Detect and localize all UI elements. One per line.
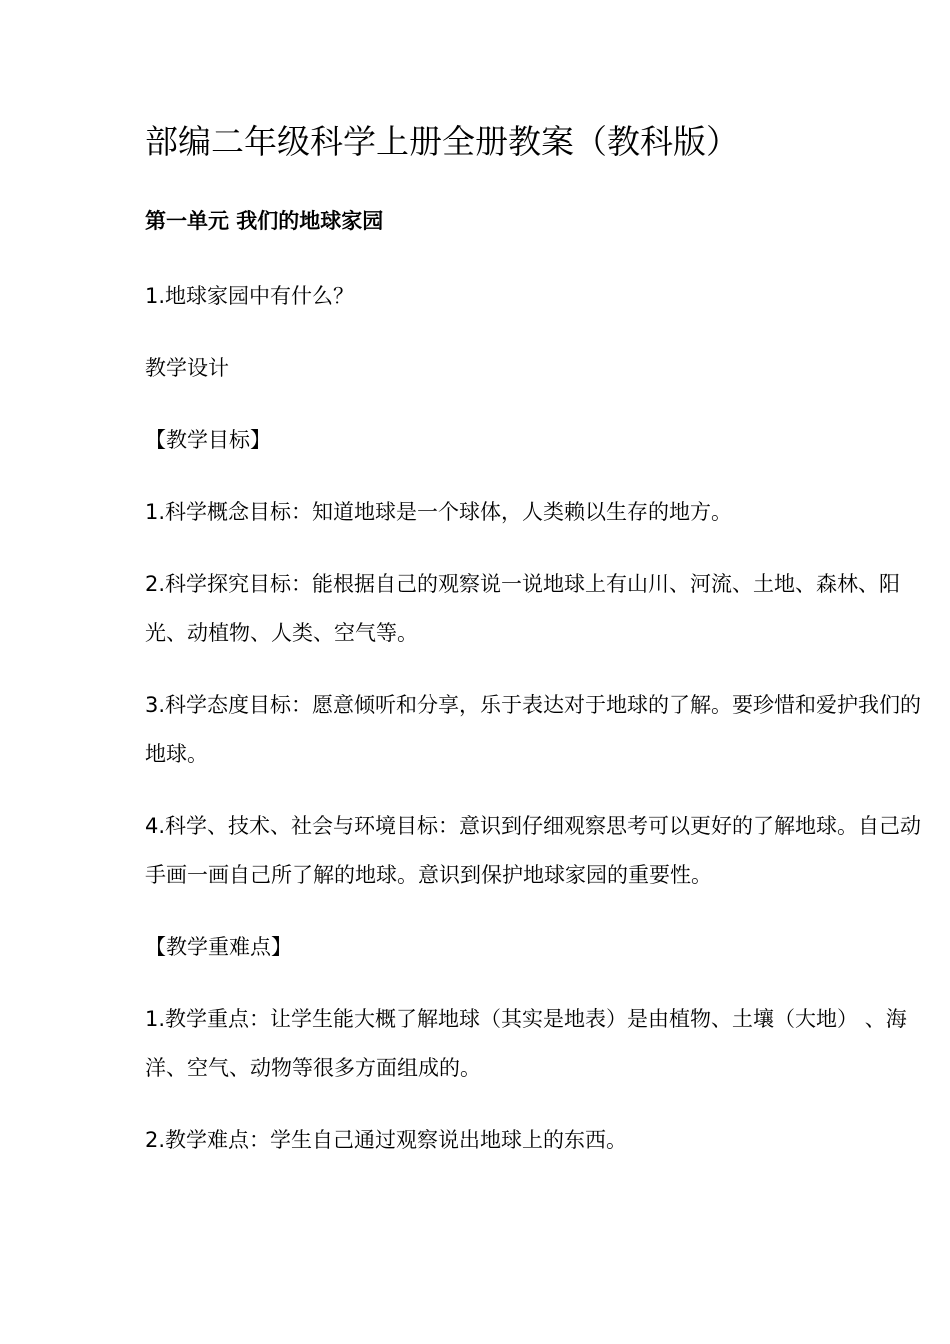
objective-inquiry: 2.科学探究目标：能根据自己的观察说一说地球上有山川、河流、土地、森林、阳光、动植物、人类、空气等。 [145, 572, 901, 645]
objectives-heading: 【教学目标】 [145, 428, 271, 452]
key-point-focus: 1.教学重点：让学生能大概了解地球（其实是地表）是由植物、土壤（大地） 、海洋、空气、动物等很多方面组成的。 [145, 1007, 907, 1080]
document-page [145, 112, 930, 1188]
objective-stse: 4.科学、技术、社会与环境目标：意识到仔细观察思考可以更好的了解地球。自己动手画一画自己所了解的地球。意识到保护地球家园的重要性。 [145, 814, 922, 887]
key-points-heading: 【教学重难点】 [145, 935, 292, 959]
section-label: 教学设计 [145, 356, 229, 380]
objective-concept: 1.科学概念目标：知道地球是一个球体，人类赖以生存的地方。 [145, 500, 733, 524]
key-point-difficulty: 2.教学难点：学生自己通过观察说出地球上的东西。 [145, 1128, 628, 1152]
objective-attitude: 3.科学态度目标：愿意倾听和分享，乐于表达对于地球的了解。要珍惜和爱护我们的地球。 [145, 693, 922, 766]
document-title: 部编二年级科学上册全册教案（教科版） [145, 122, 739, 161]
unit-heading: 第一单元 我们的地球家园 [145, 209, 384, 233]
lesson-title: 1.地球家园中有什么？ [145, 284, 355, 308]
